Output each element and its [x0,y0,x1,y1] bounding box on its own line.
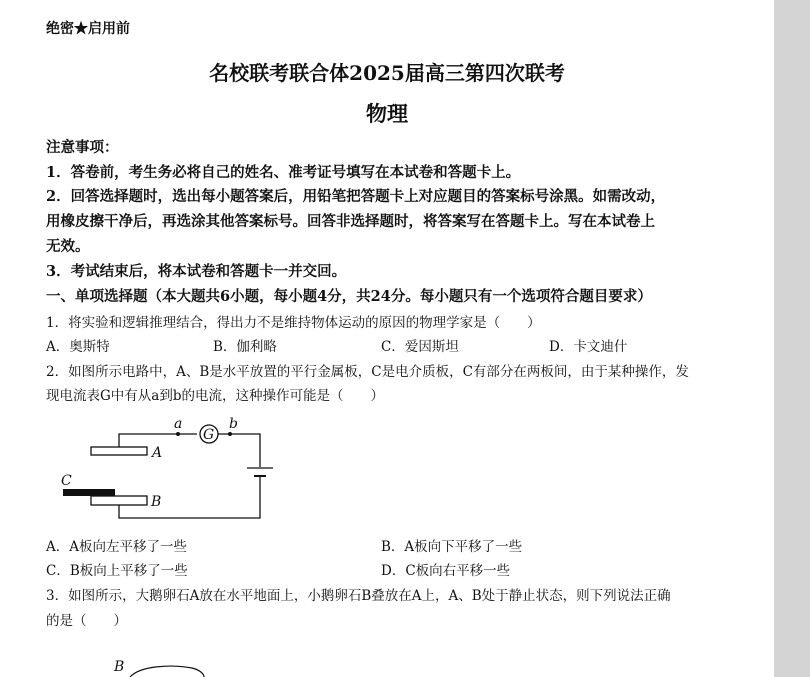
notice-item-2-line-1: 2．回答选择题时，选出每小题答案后，用铅笔把答题卡上对应题目的答案标号涂黑。如需改动， [46,188,666,205]
label-a: a [174,416,183,432]
notice-heading: 注意事项： [46,139,119,156]
q2-option-b: B．A板向下平移了一些 [381,539,523,555]
plate-b [91,496,147,505]
confidential-label: 绝密★启用前 [46,21,130,37]
question-3-stem-line-1: 3．如图所示，大鹅卵石A放在水平地面上，小鹅卵石B叠放在A上，A、B处于静止状态，则下列说法正确 [46,588,671,604]
q1-option-b: B．伽利略 [213,339,277,355]
pebble-b-outline [130,666,204,677]
label-plate-b: B [151,494,162,510]
notice-item-2-line-3: 无效。 [46,238,90,255]
wire-bottom [119,476,260,518]
notice-item-3: 3．考试结束后，将本试卷和答题卡一并交回。 [46,263,347,280]
label-dielectric-c: C [61,473,72,489]
q1-option-a: A．奥斯特 [46,339,110,355]
question-3-stem-line-2: 的是（ ） [46,613,127,629]
q1-option-d: D．卡文迪什 [549,339,628,355]
wire-top-right [218,434,260,467]
dielectric-c [63,489,115,496]
q2-circuit-diagram [55,412,275,524]
exam-title: 名校联考联合体2025届高三第四次联考 [209,61,565,85]
notice-item-2-line-2: 用橡皮擦干净后，再选涂其他答案标号。回答非选择题时，将答案写在答题卡上。写在本试卷上 [46,213,655,230]
q3-pebble-figure [100,652,220,677]
node-b [228,432,232,436]
label-b: b [229,416,238,432]
q2-option-a: A．A板向左平移了一些 [46,539,187,555]
notice-item-1: 1．答卷前，考生务必将自己的姓名、准考证号填写在本试卷和答题卡上。 [46,164,521,181]
subject-title: 物理 [366,101,408,126]
label-pebble-b: B [114,659,125,675]
section-1-heading: 一、单项选择题（本大题共6小题，每小题4分，共24分。每小题只有一个选项符合题目要求） [46,288,652,305]
question-2-stem-line-1: 2．如图所示电路中，A、B是水平放置的平行金属板，C是电介质板，C有部分在两板间，由于某种操作，发 [46,364,689,380]
q2-option-c: C．B板向上平移了一些 [46,563,188,579]
node-a [176,432,180,436]
question-2-stem-line-2: 现电流表G中有从a到b的电流，这种操作可能是（ ） [46,388,384,404]
label-g: G [203,427,215,443]
viewer-scroll-gutter[interactable] [774,0,810,677]
label-plate-a: A [152,445,163,461]
q2-option-d: D．C板向右平移一些 [381,563,511,579]
plate-a [91,447,147,455]
q1-option-c: C．爱因斯坦 [381,339,459,355]
question-1-stem: 1．将实验和逻辑推理结合，得出力不是维持物体运动的原因的物理学家是（ ） [46,315,541,331]
